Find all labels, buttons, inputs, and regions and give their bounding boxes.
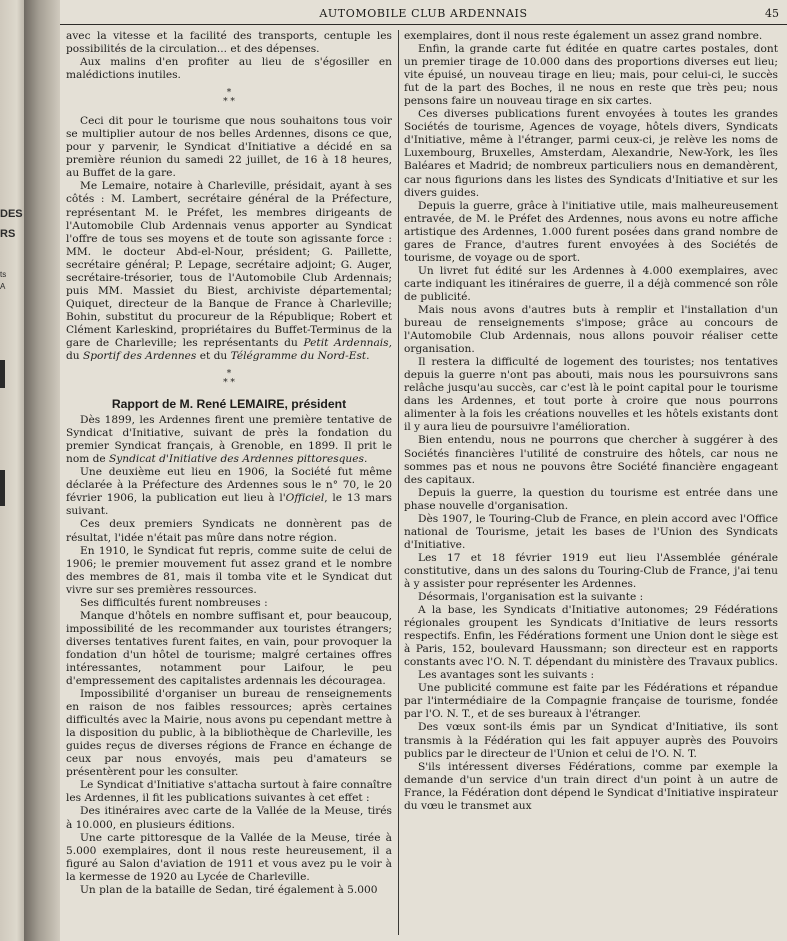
paragraph: Aux malins d'en profiter au lieu de s'égosiller en malédictions inutiles.	[66, 56, 392, 82]
adjacent-page-fragment: A	[0, 282, 6, 291]
adjacent-page-mark	[0, 470, 5, 506]
paragraph: Me Lemaire, notaire à Charleville, présidait, ayant à ses côtés : M. Lambert, secrétaire général de la Préfecture, représentant M. le Préfet, les membres dirigeants de l'Automobile Club Ardennais venus apporter au Syndicat l'offre de tous ses moyens et de toute son agissante force : MM. le docteur Abd-el-Nour, président; G. Paillette, secrétaire général; P. Lepage, secrétaire adjoint; G. Auger, secrétaire-trésorier, tous de l'Automobile Club Ardennais; puis MM. Massiet du Biest, archiviste départemental; Quiquet, directeur de la Banque de France à Charleville; Bohin, substitut du procureur de la République; Robert et Clément Karleskind, propriétaires du Buffet-Terminus de la gare de Charleville; les représentants du Petit Ardennais, du Sportif des Ardennes et du Télégramme du Nord-Est.	[66, 180, 392, 363]
section-heading: Rapport de M. René LEMAIRE, président	[111, 397, 347, 412]
paragraph: S'ils intéressent diverses Fédérations, comme par exemple la demande d'un service d'un train direct d'un point à un autre de France, la Fédération dont dépend le Syndicat d'Initiative inspirateur du vœu le transmet aux	[404, 760, 778, 812]
adjacent-page-fragment: RS	[0, 228, 16, 240]
paragraph: Impossibilité d'organiser un bureau de renseignements en raison de nos faibles ressources; après certaines difficultés avec la Mairie, nous avons pu cependant mettre à la disposition du public, à la bibliothèque de Charleville, les guides reçus de diverses régions de France en échange de ceux par nous envoyés, mais peu d'amateurs se présentèrent pour les consulter.	[66, 688, 392, 779]
paragraph: Ces diverses publications furent envoyées à toutes les grandes Sociétés de tourisme, Agences de voyage, hôtels divers, Syndicats d'Initiative, même à l'étranger, parmi ceux-ci, je relève les noms de Luxembourg, Bruxelles, Amsterdam, Alexandrie, New-York, les îles Baléares et Madrid; de nombreux particuliers nous en demandèrent, car nous figurions dans les listes des Syndicats d'Initiative et sur les divers guides.	[404, 108, 778, 199]
paragraph: Une publicité commune est faite par les Fédérations et répandue par l'intermédiaire de la Compagnie française de tourisme, fondée par l'O. N. T., et de ses bureaux à l'étranger.	[404, 682, 778, 721]
paragraph: En 1910, le Syndicat fut repris, comme suite de celui de 1906; le premier mouvement fut assez grand et le nombre des membres de 81, mais il tomba vite et le Syndicat dut vivre sur ses premières ressources.	[66, 544, 392, 596]
adjacent-page-mark	[0, 360, 5, 388]
right-column	[404, 30, 778, 813]
paragraph: Une carte pittoresque de la Vallée de la Meuse, tirée à 5.000 exemplaires, dont il nous reste heureusement, il a figuré au Salon d'aviation de 1911 et vous avez pu le voir à la kermesse de 1920 au Lycée de Charleville.	[66, 831, 392, 883]
paragraph: Des itinéraires avec carte de la Vallée de la Meuse, tirés à 10.000, en plusieurs éditions.	[66, 805, 392, 831]
page-number: 45	[765, 7, 779, 20]
running-header	[60, 6, 787, 22]
paragraph: Ces deux premiers Syndicats ne donnèrent pas de résultat, l'idée n'était pas mûre dans notre région.	[66, 518, 392, 544]
paragraph: Des vœux sont-ils émis par un Syndicat d'Initiative, ils sont transmis à la Fédération qui les fait appuyer auprès des Pouvoirs publics par le directeur de l'Union et celui de l'O. N. T.	[404, 721, 778, 760]
left-column	[66, 30, 392, 897]
paragraph: Bien entendu, nous ne pourrons que chercher à suggérer à des Sociétés financières l'utilité de construire des hôtels, car nous ne sommes pas et nous ne pouvons être Société financière engageant des capitaux.	[404, 434, 778, 486]
paragraph: Depuis la guerre, la question du tourisme est entrée dans une phase nouvelle d'organisation.	[404, 486, 778, 512]
paragraph: Un livret fut édité sur les Ardennes à 4.000 exemplaires, avec carte indiquant les itinéraires de guerre, il a déjà commencé son rôle de publicité.	[404, 264, 778, 303]
adjacent-page-strip	[0, 0, 24, 941]
paragraph: Dès 1907, le Touring-Club de France, en plein accord avec l'Office national de Tourisme, jetait les bases de l'Union des Syndicats d'Initiative.	[404, 512, 778, 551]
paragraph: Les avantages sont les suivants :	[418, 669, 595, 682]
paragraph: Les 17 et 18 février 1919 eut lieu l'Assemblée générale constitutive, dans un des salons du Touring-Club de France, j'ai tenu à y assister pour représenter les Ardennes.	[404, 551, 778, 590]
paragraph: Depuis la guerre, grâce à l'initiative utile, mais malheureusement entravée, de M. le Préfet des Ardennes, nous avons eu notre affiche artistique des Ardennes, 1.000 furent posées dans grand nombre de gares de France, d'autres furent envoyées à des Sociétés de tourisme, de voyage ou de sport.	[404, 199, 778, 264]
adjacent-page-fragment: ts	[0, 270, 7, 279]
paragraph: Désormais, l'organisation est la suivante :	[418, 591, 644, 604]
header-rule	[60, 24, 787, 25]
paragraph: Enfin, la grande carte fut éditée en quatre cartes postales, dont un premier tirage de 10.000 dans des proportions diverses eut lieu; vite épuisé, un nouveau tirage en lieu; mais, pour celui-ci, le succès fut de la part des Boches, il ne nous en reste que très peu; nous pensons faire un nouveau tirage en six cartes.	[404, 43, 778, 108]
paragraph: avec la vitesse et la facilité des transports, centuple les possibilités de la circulation... et des dépenses.	[66, 30, 392, 56]
paragraph: Le Syndicat d'Initiative s'attacha surtout à faire connaître les Ardennes, il fit les publications suivantes à cet effet :	[66, 779, 392, 805]
document-page	[60, 0, 787, 941]
paragraph: Il restera la difficulté de logement des touristes; nos tentatives depuis la guerre n'ont pas abouti, mais nous les poursuivrons sans relâche jusqu'au succès, car c'est là le point capital pour le tourisme dans les Ardennes, et tout porte à croire que nous pourrons alimenter à la fois les créations nouvelles et les hôtels existants dont il y aura lieu de poursuivre l'amélioration.	[404, 356, 778, 434]
paragraph: Un plan de la bataille de Sedan, tiré également à 5.000	[80, 883, 378, 896]
paragraph: exemplaires, dont il nous reste également un assez grand nombre.	[404, 30, 763, 42]
adjacent-page-fragment: DES	[0, 208, 23, 220]
paragraph: Manque d'hôtels en nombre suffisant et, pour beaucoup, impossibilité de les recommander aux touristes étrangers; diverses tentatives furent faites, en vain, pour provoquer la fondation d'un hôtel de tourisme; malgré certaines offres intéressantes, notamment pour Laifour, le peu d'empressement des capitalistes ardennais les découragea.	[66, 609, 392, 688]
section-ornament: * * *	[223, 369, 235, 389]
paragraph: Mais nous avons d'autres buts à remplir et l'installation d'un bureau de renseignements s'impose; grâce au concours de l'Automobile Club Ardennais, nous allons pouvoir réaliser cette organisation.	[404, 303, 778, 356]
column-divider	[398, 30, 399, 935]
paragraph: A la base, les Syndicats d'Initiative autonomes; 29 Fédérations régionales groupent les Syndicats d'Initiative de leurs ressorts respectifs. Enfin, les Fédérations forment une Union dont le siège est à Paris, 152, boulevard Haussmann; son directeur est en rapports constants avec l'O. N. T. dépendant du ministère des Travaux publics.	[404, 604, 778, 669]
paragraph: Une deuxième eut lieu en 1906, la Société fut même déclarée à la Préfecture des Ardennes sous le n° 70, le 20 février 1906, la publication eut lieu à l'Officiel, le 13 mars suivant.	[66, 466, 392, 518]
paragraph: Ceci dit pour le tourisme que nous souhaitons tous voir se multiplier autour de nos belles Ardennes, disons ce que, pour y parvenir, le Syndicat d'Initiative a décidé en sa première réunion du samedi 22 juillet, de 16 à 18 heures, au Buffet de la gare.	[66, 115, 392, 180]
paragraph: Ses difficultés furent nombreuses :	[80, 596, 268, 609]
paragraph: Dès 1899, les Ardennes firent une première tentative de Syndicat d'Initiative, suivant de près la fondation du premier Syndicat français, à Grenoble, en 1899. Il prit le nom de Syndicat d'Initiative des Ardennes pittoresques.	[66, 414, 392, 466]
running-title: AUTOMOBILE CLUB ARDENNAIS	[319, 7, 528, 20]
section-ornament: * * *	[223, 88, 235, 108]
